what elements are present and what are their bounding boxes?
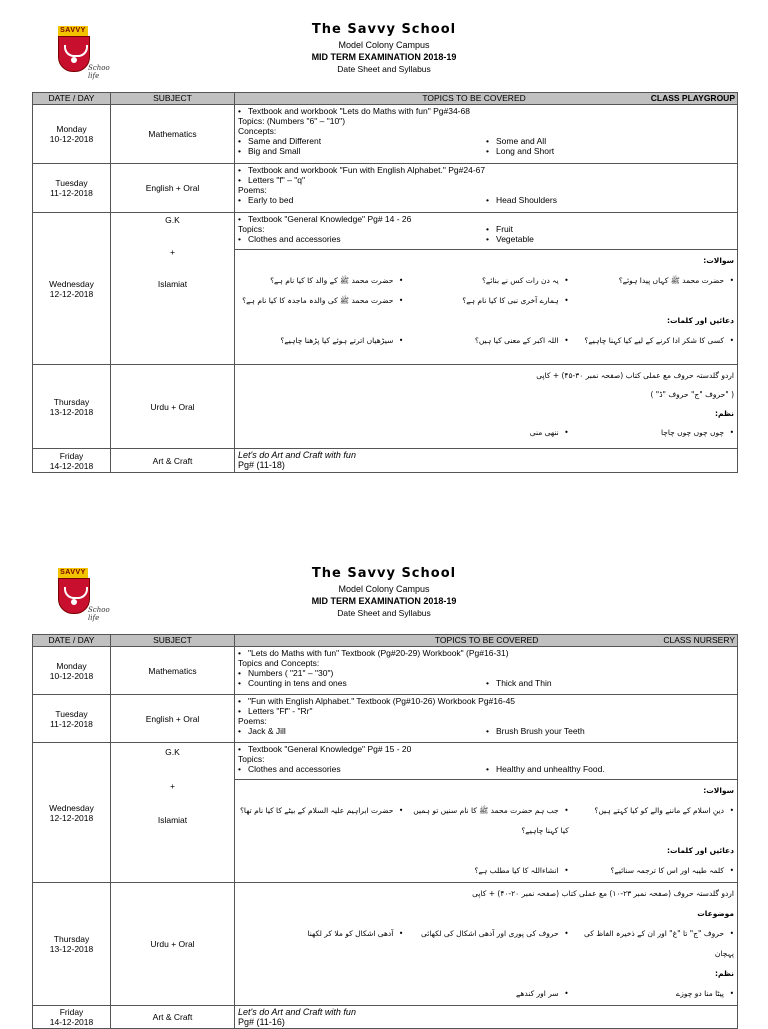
urdu-item: • چوں چوں چوں چاچا xyxy=(569,423,734,442)
logo-tagline: Schoo life xyxy=(88,64,110,80)
urdu-item xyxy=(238,861,403,881)
subject-cell: English + Oral xyxy=(111,164,235,213)
urdu-item: • اللہ اکبر کے معنی کیا ہیں؟ xyxy=(403,331,568,351)
topic-text: Textbook "General Knowledge" Pg# 15 - 20 xyxy=(248,744,412,754)
campus-name: Model Colony Campus xyxy=(338,40,430,50)
day-date: 13-12-2018 xyxy=(49,944,94,954)
urdu-heading: نظم: xyxy=(714,409,734,418)
col-subject: SUBJECT xyxy=(111,635,235,647)
day-name: Wednesday xyxy=(49,278,94,289)
topic-pair xyxy=(238,136,734,146)
urdu-item: • حضرت محمد ﷺ کی والدہ ماجدہ کا کیا نام ہے؟ xyxy=(238,291,403,311)
topics-cell xyxy=(235,213,738,365)
datesheet-table xyxy=(32,634,738,1029)
day-name: Tuesday xyxy=(55,178,88,188)
topics-cell xyxy=(235,883,738,1006)
subject-cell: Mathematics xyxy=(111,105,235,164)
table-row xyxy=(33,365,738,449)
sheet-header xyxy=(0,22,768,76)
topic-right: • Some and All xyxy=(486,136,734,146)
urdu-heading: سوالات: xyxy=(703,256,734,265)
day-name: Friday xyxy=(59,1007,84,1017)
col-date: DATE / DAY xyxy=(33,93,111,105)
school-name: The Savvy School xyxy=(311,566,457,581)
subject-plus: + xyxy=(170,781,175,791)
topic-line: Topics: (Numbers "6" – "10") xyxy=(238,116,346,126)
day-name: Monday xyxy=(56,124,87,134)
subject-cell: Art & Craft xyxy=(111,449,235,473)
topic-pair xyxy=(238,146,734,156)
topic-line xyxy=(238,175,734,185)
topic-line: Topics: xyxy=(238,754,265,764)
class-label: CLASS NURSERY xyxy=(663,635,735,645)
col-subject: SUBJECT xyxy=(111,93,235,105)
col-date: DATE / DAY xyxy=(33,635,111,647)
sheet-header xyxy=(0,566,768,620)
art-line: Let's do Art and Craft with fun xyxy=(238,1007,356,1017)
topic-left: • Big and Small xyxy=(238,146,486,156)
urdu-item: • انشاءاللہ کا کیا مطلب ہے؟ xyxy=(403,861,568,881)
urdu-heading: موضوعات xyxy=(697,909,734,918)
urdu-item xyxy=(569,291,734,311)
urdu-heading: دعائیں اور کلمات: xyxy=(667,316,734,325)
day-cell xyxy=(33,449,111,473)
topic-pair xyxy=(238,678,734,688)
topic-line: Concepts: xyxy=(238,126,277,136)
day-cell xyxy=(33,105,111,164)
table-header-row xyxy=(33,93,738,105)
topic-right: • Vegetable xyxy=(486,234,734,244)
topic-line xyxy=(238,648,734,658)
topic-text: Textbook "General Knowledge" Pg# 14 - 26 xyxy=(248,214,412,224)
table-row xyxy=(33,1006,738,1029)
topic-right: • Thick and Thin xyxy=(486,678,734,688)
day-cell xyxy=(33,365,111,449)
topic-text: "Fun with English Alphabet." Textbook (Pg#10-26) Workbook Pg#16-45 xyxy=(248,696,516,706)
day-name: Wednesday xyxy=(49,802,94,813)
campus-name: Model Colony Campus xyxy=(338,584,430,594)
exam-title: MID TERM EXAMINATION 2018-19 xyxy=(311,596,457,606)
urdu-item: • ہمارے آخری نبی کا کیا نام ہے؟ xyxy=(403,291,568,311)
subject-cell: English + Oral xyxy=(111,695,235,743)
urdu-item: • پیٹا منا دو چوزے xyxy=(569,984,734,1004)
urdu-heading: نظم: xyxy=(714,969,734,978)
subject-islamiat: Islamiat xyxy=(157,815,188,825)
logo-band: SAVVY xyxy=(58,26,88,36)
day-cell xyxy=(33,213,111,365)
urdu-item: • حروف کی پوری اور آدھی اشکال کی لکھائی xyxy=(403,924,568,964)
topic-left: • Clothes and accessories xyxy=(238,764,486,774)
urdu-item: • سیڑھیاں اترتے ہوئے کیا پڑھنا چاہیے؟ xyxy=(238,331,403,351)
subject-cell: Urdu + Oral xyxy=(111,365,235,449)
day-cell xyxy=(33,883,111,1006)
topics-label: TOPICS TO BE COVERED xyxy=(434,635,539,645)
topic-line xyxy=(238,668,734,678)
urdu-item: • حضرت محمد ﷺ کہاں پیدا ہوئے؟ xyxy=(569,271,734,291)
topic-text: Letters "f" – "q" xyxy=(248,175,305,185)
day-cell xyxy=(33,695,111,743)
urdu-row xyxy=(238,861,734,881)
urdu-item: • ننھی منی xyxy=(403,423,568,442)
subject-gk: G.K xyxy=(165,215,180,225)
art-line: Let's do Art and Craft with fun xyxy=(238,450,356,460)
topic-left: • Same and Different xyxy=(238,136,486,146)
day-date: 13-12-2018 xyxy=(49,406,94,417)
subject-cell: Mathematics xyxy=(111,647,235,695)
col-topics xyxy=(235,635,738,647)
day-date: 14-12-2018 xyxy=(49,460,94,471)
topic-line xyxy=(238,165,734,175)
urdu-item xyxy=(238,984,403,1004)
day-cell xyxy=(33,743,111,883)
urdu-paragraph: اردو گلدستہ حروف (صفحہ نمبر ۲۳-۱۰) مع عملی کتاب (صفحہ نمبر ۲۰-۴۰) + کاپی xyxy=(472,889,734,898)
subject-gk: G.K xyxy=(165,747,180,757)
class-label: CLASS PLAYGROUP xyxy=(650,93,735,103)
subject-cell xyxy=(111,213,235,365)
subject-cell xyxy=(111,743,235,883)
topic-pair xyxy=(238,764,734,774)
urdu-item: • دینِ اسلام کے ماننے والے کو کیا کہتے ہیں؟ xyxy=(569,801,734,841)
topic-left: • Early to bed xyxy=(238,195,486,205)
urdu-row xyxy=(238,331,734,351)
topic-left: • Clothes and accessories xyxy=(238,234,486,244)
day-cell xyxy=(33,1006,111,1029)
urdu-row xyxy=(238,423,734,442)
topic-line xyxy=(238,744,734,754)
urdu-row xyxy=(238,801,734,841)
topics-cell xyxy=(235,449,738,473)
subject-cell: Urdu + Oral xyxy=(111,883,235,1006)
topic-left: Topics: xyxy=(238,224,265,234)
topic-line: Topics and Concepts: xyxy=(238,658,320,668)
urdu-item: • کسی کا شکر ادا کرنے کے لیے کیا کہنا چاہیے؟ xyxy=(569,331,734,351)
day-date: 10-12-2018 xyxy=(49,134,94,144)
table-row xyxy=(33,213,738,365)
urdu-item: • جب ہم حضرت محمد ﷺ کا نام سنیں تو ہمیں کیا کہنا چاہیے؟ xyxy=(403,801,568,841)
art-line: Pg# (11-18) xyxy=(238,460,285,470)
topic-line xyxy=(238,214,734,224)
day-cell xyxy=(33,647,111,695)
urdu-item: • یہ دن رات کس نے بنائے؟ xyxy=(403,271,568,291)
day-date: 11-12-2018 xyxy=(50,188,93,198)
urdu-heading: سوالات: xyxy=(703,786,734,795)
day-name: Tuesday xyxy=(55,708,88,719)
topic-right: • Brush Brush your Teeth xyxy=(486,726,734,736)
table-row xyxy=(33,647,738,695)
topic-text: Textbook and workbook "Fun with English Alphabet." Pg#24-67 xyxy=(248,165,486,175)
topics-cell xyxy=(235,105,738,164)
urdu-item: • آدھی اشکال کو ملا کر لکھنا xyxy=(238,924,403,964)
urdu-paragraph: اردو گلدستہ حروف مع عملی کتاب (صفحہ نمبر ۳۰-۴۵) + کاپی xyxy=(536,371,734,380)
table-row xyxy=(33,883,738,1006)
day-name: Thursday xyxy=(53,396,90,407)
table-row xyxy=(33,695,738,743)
school-name: The Savvy School xyxy=(311,22,457,37)
urdu-row xyxy=(238,291,734,311)
logo-band: SAVVY xyxy=(58,568,88,578)
day-date: 14-12-2018 xyxy=(49,1017,94,1027)
topic-pair xyxy=(238,726,734,736)
topic-text: Letters "Ff" - "Rr" xyxy=(248,706,313,716)
urdu-heading: دعائیں اور کلمات: xyxy=(667,846,734,855)
urdu-item: • کلمہ طیبہ اور اس کا ترجمہ سنائیے؟ xyxy=(569,861,734,881)
logo-tagline: Schoo life xyxy=(88,606,110,622)
day-date: 10-12-2018 xyxy=(49,670,94,681)
urdu-row xyxy=(238,984,734,1004)
datesheet-table xyxy=(32,92,738,473)
topic-left: • Counting in tens and ones xyxy=(238,678,486,688)
urdu-item: • حروف "ج" تا "غ" اور ان کے ذخیرہ الفاظ کی پہچان xyxy=(569,924,734,964)
topic-text: Numbers ( "21" – "30") xyxy=(248,668,334,678)
urdu-item xyxy=(238,423,403,442)
sheet-subtitle: Date Sheet and Syllabus xyxy=(337,64,431,74)
topic-line xyxy=(238,696,734,706)
subject-cell: Art & Craft xyxy=(111,1006,235,1029)
topics-cell xyxy=(235,1006,738,1029)
day-date: 11-12-2018 xyxy=(50,718,93,729)
day-name: Friday xyxy=(59,450,84,461)
topics-cell xyxy=(235,647,738,695)
col-topics xyxy=(235,93,738,105)
topics-label: TOPICS TO BE COVERED xyxy=(422,93,526,103)
subject-islamiat: Islamiat xyxy=(157,279,188,289)
topic-right: • Long and Short xyxy=(486,146,734,156)
urdu-item: • سر اور کندھے xyxy=(403,984,568,1004)
day-date: 12-12-2018 xyxy=(49,812,94,823)
topic-line xyxy=(238,706,734,716)
table-row xyxy=(33,105,738,164)
topic-text: "Lets do Maths with fun" Textbook (Pg#20-29) Workbook" (Pg#16-31) xyxy=(248,648,509,658)
topic-text: Textbook and workbook "Lets do Maths with fun" Pg#34-68 xyxy=(248,106,470,116)
topic-right: • Healthy and unhealthy Food. xyxy=(486,764,734,774)
table-header-row xyxy=(33,635,738,647)
topic-right: • Head Shoulders xyxy=(486,195,734,205)
day-name: Thursday xyxy=(53,934,90,944)
topic-line: Poems: xyxy=(238,716,267,726)
topics-cell xyxy=(235,695,738,743)
urdu-row xyxy=(238,271,734,291)
urdu-row xyxy=(238,924,734,964)
table-row xyxy=(33,449,738,473)
day-date: 12-12-2018 xyxy=(49,288,94,299)
topics-cell xyxy=(235,365,738,449)
table-row xyxy=(33,164,738,213)
table-row xyxy=(33,743,738,883)
day-cell xyxy=(33,164,111,213)
topics-cell xyxy=(235,743,738,883)
topics-cell xyxy=(235,164,738,213)
urdu-item: • حضرت محمد ﷺ کے والد کا کیا نام ہے؟ xyxy=(238,271,403,291)
urdu-item: • حضرت ابراہیم علیہ السلام کے بیٹے کا کیا نام تھا؟ xyxy=(238,801,403,841)
day-name: Monday xyxy=(56,660,87,671)
topic-line: Poems: xyxy=(238,185,267,195)
art-line: Pg# (11-16) xyxy=(238,1017,285,1027)
topic-pair xyxy=(238,224,734,234)
topic-pair xyxy=(238,195,734,205)
topic-right: • Fruit xyxy=(486,224,734,234)
exam-title: MID TERM EXAMINATION 2018-19 xyxy=(311,52,457,62)
topic-left: • Jack & Jill xyxy=(238,726,486,736)
subject-plus: + xyxy=(170,247,175,257)
topic-line xyxy=(238,106,734,116)
urdu-paragraph: ( "حروف "ج" حروف "ڈ" ) xyxy=(650,390,734,399)
topic-pair xyxy=(238,234,734,244)
sheet-subtitle: Date Sheet and Syllabus xyxy=(337,608,431,618)
